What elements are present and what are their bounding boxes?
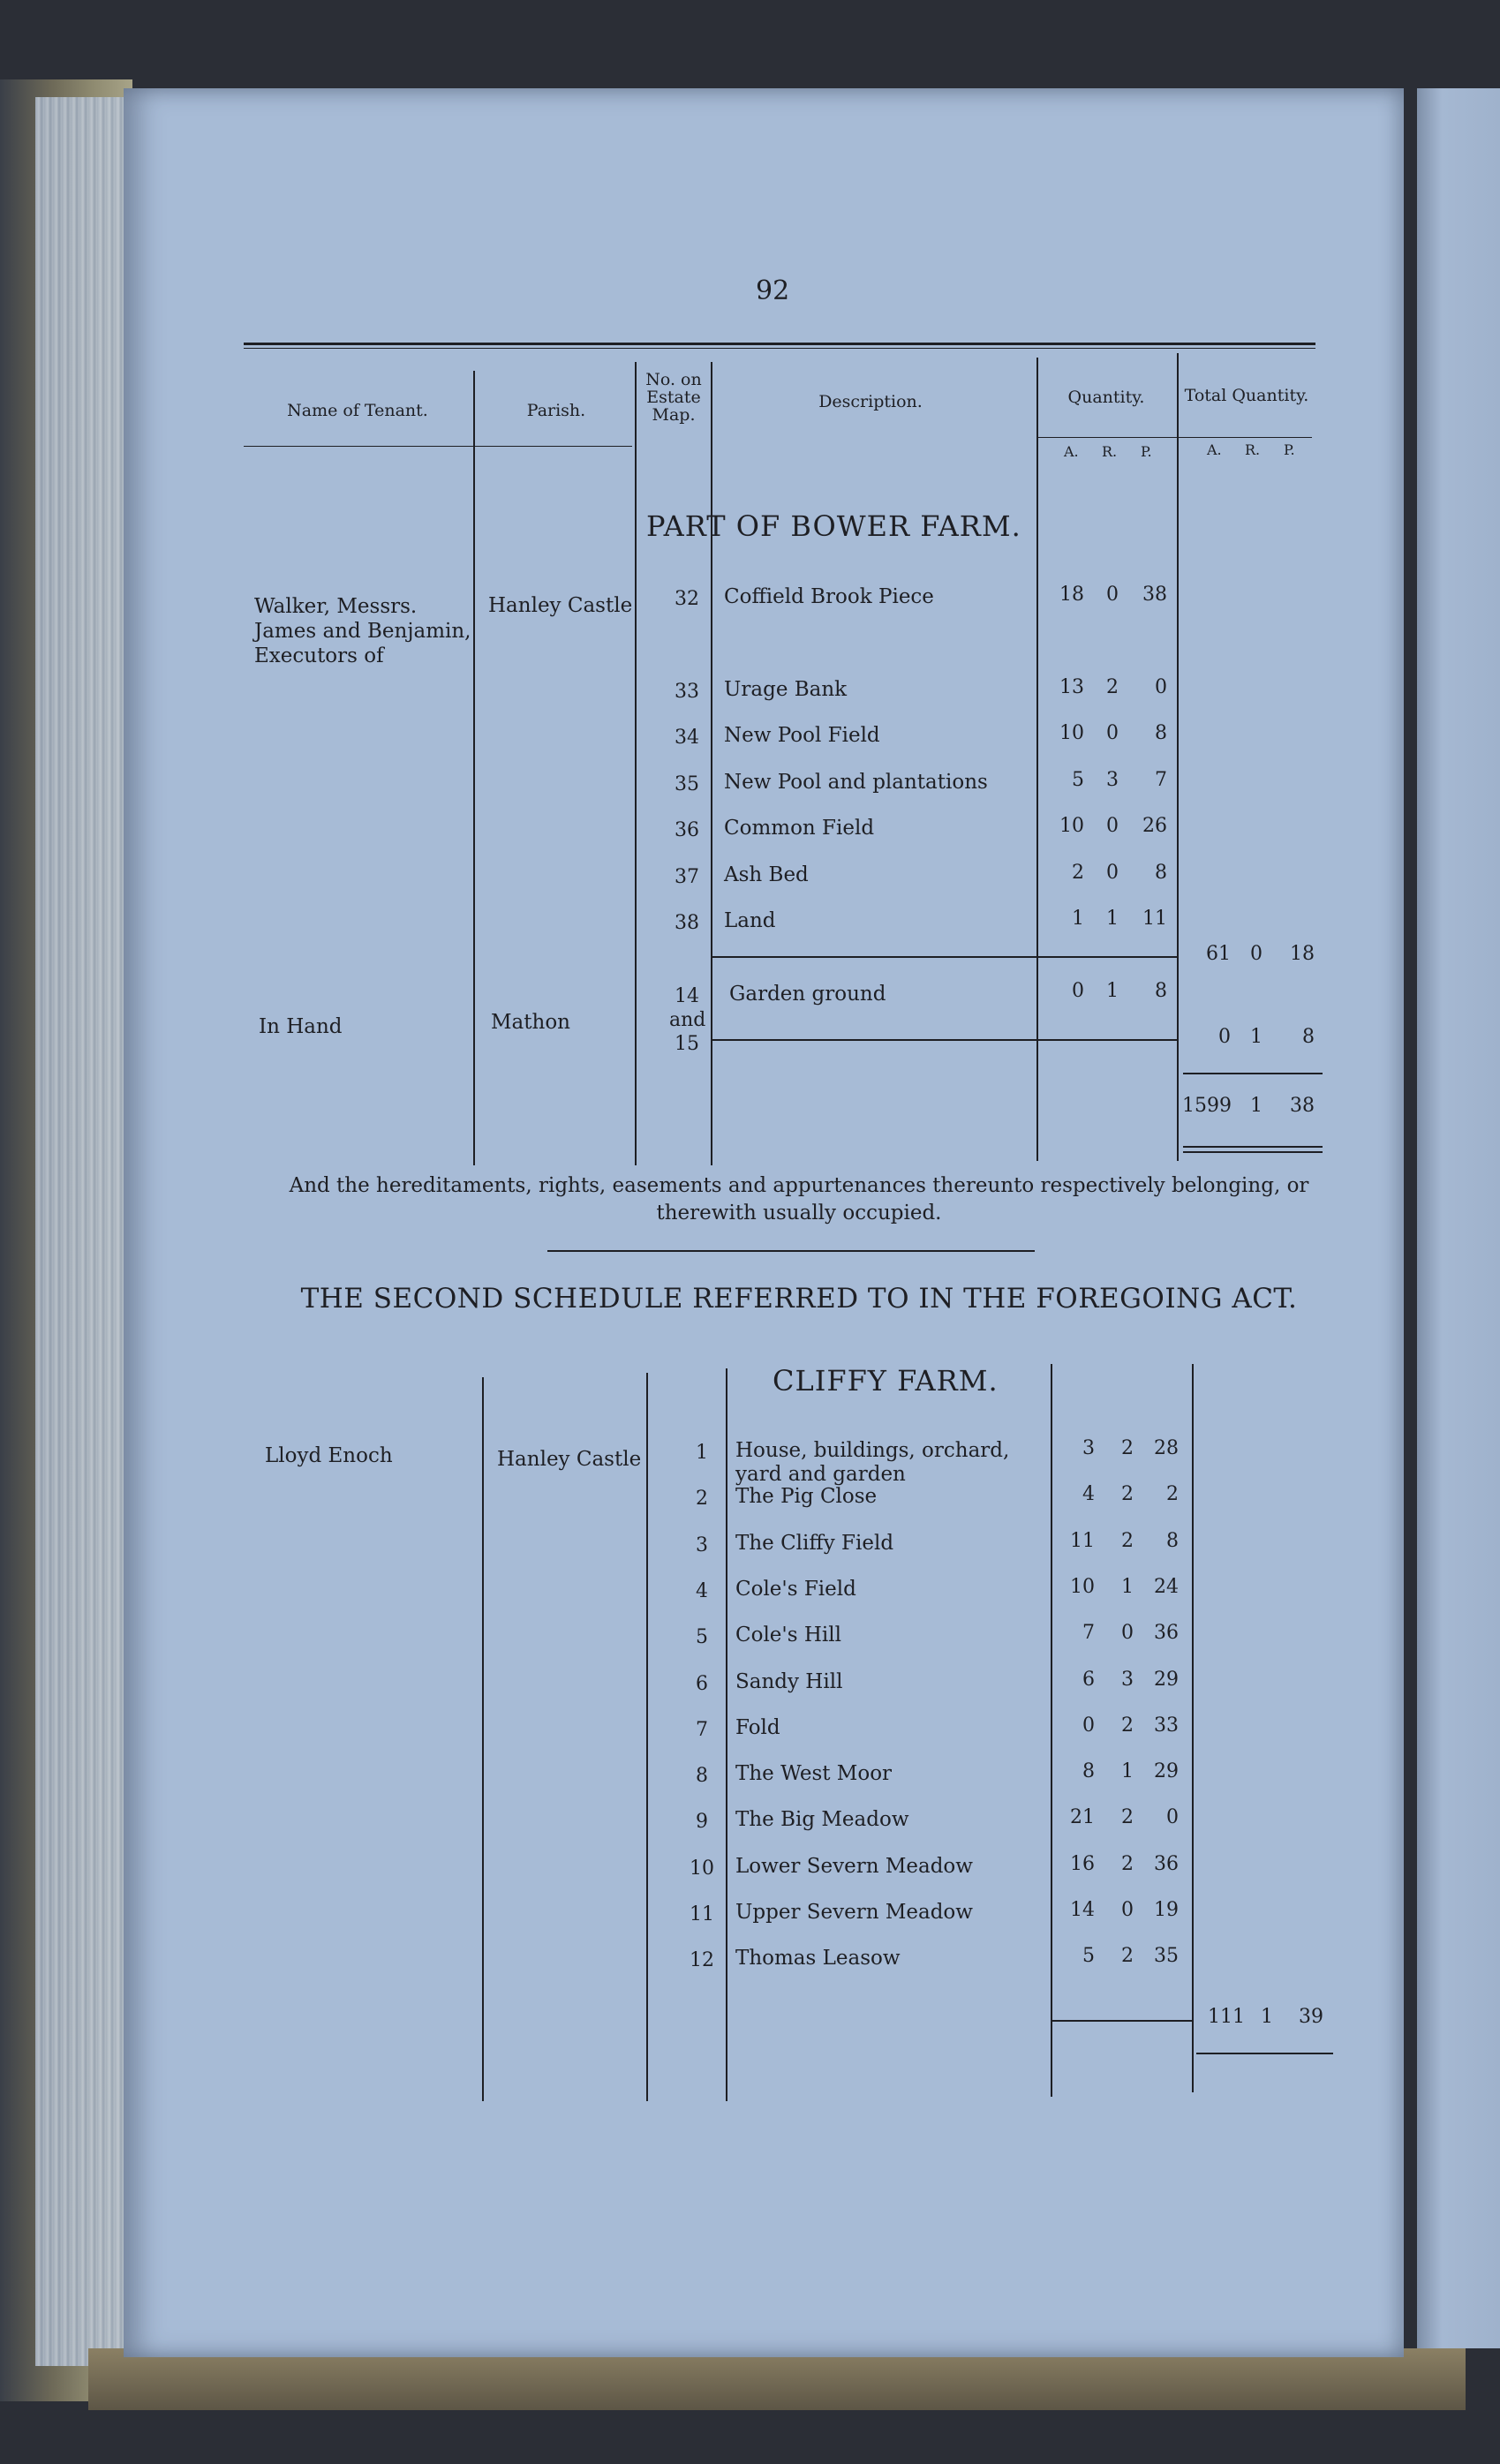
estate-no: 37 xyxy=(675,865,699,888)
quantity-a: 3 xyxy=(1082,1437,1095,1459)
quantity-p: 28 xyxy=(1154,1437,1179,1459)
inhand-subtotal-a: 0 xyxy=(1218,1026,1231,1048)
header-parish: Parish. xyxy=(526,401,586,420)
col2-rule-3 xyxy=(726,1368,727,2101)
top-rule xyxy=(244,343,1315,345)
grand-total-r: 1 xyxy=(1250,1095,1263,1117)
quantity-r: 3 xyxy=(1106,768,1119,791)
quantity-p: 26 xyxy=(1142,815,1167,837)
quantity-p: 8 xyxy=(1155,722,1167,744)
estate-no: 36 xyxy=(675,819,699,841)
description: The Cliffy Field xyxy=(735,1531,894,1555)
closing-text: And the hereditaments, rights, easements and appurtenances thereunto respectively belonging, or therewith usually occupied. xyxy=(289,1174,1309,1224)
description: The West Moor xyxy=(735,1762,893,1786)
quantity-a: 8 xyxy=(1082,1760,1095,1783)
quantity-a: 7 xyxy=(1082,1622,1095,1645)
quantity-r: 2 xyxy=(1121,1483,1134,1506)
estate-no: 4 xyxy=(696,1579,708,1602)
quantity-a: 10 xyxy=(1059,815,1084,837)
description: New Pool and plantations xyxy=(724,770,988,794)
estate-no: 3 xyxy=(696,1533,708,1556)
inhand-r: 1 xyxy=(1106,980,1119,1002)
quantity-a: 18 xyxy=(1059,584,1084,606)
quantity-a: 13 xyxy=(1059,675,1084,698)
unit-total-a: A. xyxy=(1207,441,1222,458)
quantity-a: 14 xyxy=(1070,1899,1095,1921)
description: Sandy Hill xyxy=(735,1669,843,1693)
inhand-tenant: In Hand xyxy=(259,1015,343,1038)
inhand-parish: Mathon xyxy=(491,1011,570,1034)
quantity-p: 29 xyxy=(1154,1760,1179,1783)
bower-parish: Hanley Castle xyxy=(488,594,633,617)
cliffy-total-rule xyxy=(1052,2020,1192,2022)
estate-no: 32 xyxy=(675,588,699,610)
col2-rule-1 xyxy=(482,1377,484,2101)
estate-no: 9 xyxy=(696,1811,708,1834)
quantity-a: 10 xyxy=(1070,1575,1095,1598)
cliffy-total-underline xyxy=(1196,2053,1333,2054)
bower-farm-title: PART OF BOWER FARM. xyxy=(646,509,1021,543)
quantity-a: 11 xyxy=(1070,1529,1095,1552)
inhand-rule xyxy=(711,1039,1179,1041)
quantity-p: 33 xyxy=(1154,1714,1179,1737)
quantity-p: 8 xyxy=(1155,861,1167,884)
bower-subtotal-p: 18 xyxy=(1290,943,1315,965)
estate-no: 12 xyxy=(690,1949,714,1972)
description: Thomas Leasow xyxy=(735,1947,901,1970)
description: Cole's Hill xyxy=(735,1624,841,1647)
quantity-a: 21 xyxy=(1070,1806,1095,1829)
quantity-p: 29 xyxy=(1154,1668,1179,1691)
quantity-r: 3 xyxy=(1121,1668,1134,1691)
quantity-r: 2 xyxy=(1121,1714,1134,1737)
inhand-a: 0 xyxy=(1072,980,1084,1002)
description: The Pig Close xyxy=(735,1485,878,1509)
page-number: 92 xyxy=(756,275,790,306)
quantity-r: 2 xyxy=(1121,1806,1134,1829)
quantity-r: 2 xyxy=(1121,1945,1134,1968)
estate-no: 1 xyxy=(696,1442,708,1464)
estate-no: 35 xyxy=(675,772,699,795)
quantity-a: 2 xyxy=(1072,861,1084,884)
quantity-a: 5 xyxy=(1072,768,1084,791)
description: Ash Bed xyxy=(724,863,809,886)
bower-subtotal-a: 61 xyxy=(1206,943,1231,965)
estate-no: 5 xyxy=(696,1626,708,1649)
estate-no: 7 xyxy=(696,1718,708,1741)
book-bottom-edge xyxy=(88,2348,1466,2410)
header-rule-qty xyxy=(1038,437,1312,438)
header-estate-no: No. on Estate Map. xyxy=(645,370,702,425)
quantity-a: 0 xyxy=(1082,1714,1095,1737)
estate-no: 6 xyxy=(696,1672,708,1695)
col2-rule-2 xyxy=(646,1373,648,2101)
estate-no: 8 xyxy=(696,1765,708,1788)
estate-no: 34 xyxy=(675,727,699,749)
bower-subtotal-r: 0 xyxy=(1250,943,1263,965)
quantity-r: 0 xyxy=(1121,1622,1134,1645)
quantity-p: 2 xyxy=(1166,1483,1179,1506)
quantity-p: 38 xyxy=(1142,584,1167,606)
header-tenant: Name of Tenant. xyxy=(287,401,428,420)
quantity-r: 2 xyxy=(1106,675,1119,698)
quantity-p: 0 xyxy=(1166,1806,1179,1829)
description: Common Field xyxy=(724,817,875,840)
description: Lower Severn Meadow xyxy=(735,1854,973,1878)
grand-total-double-rule xyxy=(1183,1146,1323,1148)
col2-rule-4 xyxy=(1051,1364,1052,2097)
header-description: Description. xyxy=(818,392,923,411)
quantity-r: 1 xyxy=(1121,1575,1134,1598)
quantity-r: 2 xyxy=(1121,1437,1134,1459)
unit-total-p: P. xyxy=(1284,441,1295,458)
cliffy-farm-title: CLIFFY FARM. xyxy=(773,1364,999,1398)
cliffy-total-p: 39 xyxy=(1299,2006,1323,2028)
top-rule-thin xyxy=(244,348,1315,349)
estate-no: 38 xyxy=(675,912,699,934)
quantity-a: 6 xyxy=(1082,1668,1095,1691)
description: Coffield Brook Piece xyxy=(724,585,934,608)
cliffy-total-r: 1 xyxy=(1261,2006,1273,2028)
unit-a: A. xyxy=(1064,443,1079,460)
inhand-subtotal-p: 8 xyxy=(1302,1026,1315,1048)
description: Urage Bank xyxy=(724,677,848,701)
cliffy-parish: Hanley Castle xyxy=(497,1448,642,1471)
quantity-p: 24 xyxy=(1154,1575,1179,1598)
quantity-p: 0 xyxy=(1155,675,1167,698)
cliffy-total-a: 111 xyxy=(1208,2006,1245,2028)
description: Cole's Field xyxy=(735,1577,856,1601)
quantity-p: 19 xyxy=(1154,1899,1179,1921)
next-page-edge xyxy=(1417,88,1500,2348)
quantity-p: 11 xyxy=(1142,908,1167,930)
section-divider xyxy=(547,1250,1035,1252)
quantity-a: 16 xyxy=(1070,1852,1095,1875)
unit-total-r: R. xyxy=(1245,441,1261,458)
quantity-p: 7 xyxy=(1155,768,1167,791)
grand-total-double-rule-2 xyxy=(1183,1151,1323,1153)
grand-total-a: 1599 xyxy=(1182,1095,1232,1117)
quantity-r: 0 xyxy=(1106,815,1119,837)
quantity-r: 1 xyxy=(1121,1760,1134,1783)
description: The Big Meadow xyxy=(735,1808,909,1832)
quantity-r: 0 xyxy=(1106,584,1119,606)
second-schedule-title: THE SECOND SCHEDULE REFERRED TO IN THE FOREGOING ACT. xyxy=(300,1283,1298,1315)
col2-rule-5 xyxy=(1192,1364,1194,2092)
description: Land xyxy=(724,909,776,932)
quantity-a: 4 xyxy=(1082,1483,1095,1506)
quantity-a: 5 xyxy=(1082,1945,1095,1968)
grand-total-p: 38 xyxy=(1290,1095,1315,1117)
header-rule xyxy=(244,446,632,447)
col-rule-3 xyxy=(711,362,712,1165)
header-quantity: Quantity. xyxy=(1067,388,1145,407)
quantity-r: 0 xyxy=(1106,861,1119,884)
estate-no: 2 xyxy=(696,1488,708,1511)
estate-no: 11 xyxy=(690,1903,714,1925)
quantity-a: 1 xyxy=(1072,908,1084,930)
grand-total-rule xyxy=(1183,1073,1323,1074)
quantity-p: 8 xyxy=(1166,1529,1179,1552)
description: House, buildings, orchard, yard and garden xyxy=(735,1439,1010,1486)
unit-r: R. xyxy=(1102,443,1118,460)
unit-p: P. xyxy=(1141,443,1152,460)
cliffy-tenant: Lloyd Enoch xyxy=(265,1444,393,1467)
quantity-p: 35 xyxy=(1154,1945,1179,1968)
inhand-subtotal-r: 1 xyxy=(1250,1026,1263,1048)
bower-tenant: Walker, Messrs. James and Benjamin, Executors of xyxy=(254,595,471,667)
description: Upper Severn Meadow xyxy=(735,1901,973,1924)
quantity-r: 2 xyxy=(1121,1852,1134,1875)
quantity-r: 0 xyxy=(1106,722,1119,744)
description: New Pool Field xyxy=(724,724,880,747)
header-total-quantity: Total Quantity. xyxy=(1184,386,1309,405)
col-rule-1 xyxy=(473,371,475,1165)
estate-no: 33 xyxy=(675,680,699,703)
inhand-p: 8 xyxy=(1155,980,1167,1002)
quantity-r: 0 xyxy=(1121,1899,1134,1921)
col-rule-2 xyxy=(635,362,637,1165)
estate-no: 10 xyxy=(690,1857,714,1880)
inhand-description: Garden ground xyxy=(729,983,886,1006)
bower-subtotal-rule xyxy=(711,956,1179,958)
inhand-estate-no: 14 and 15 xyxy=(669,985,706,1055)
description: Fold xyxy=(735,1715,780,1739)
quantity-p: 36 xyxy=(1154,1622,1179,1645)
quantity-r: 2 xyxy=(1121,1529,1134,1552)
quantity-p: 36 xyxy=(1154,1852,1179,1875)
quantity-a: 10 xyxy=(1059,722,1084,744)
quantity-r: 1 xyxy=(1106,908,1119,930)
